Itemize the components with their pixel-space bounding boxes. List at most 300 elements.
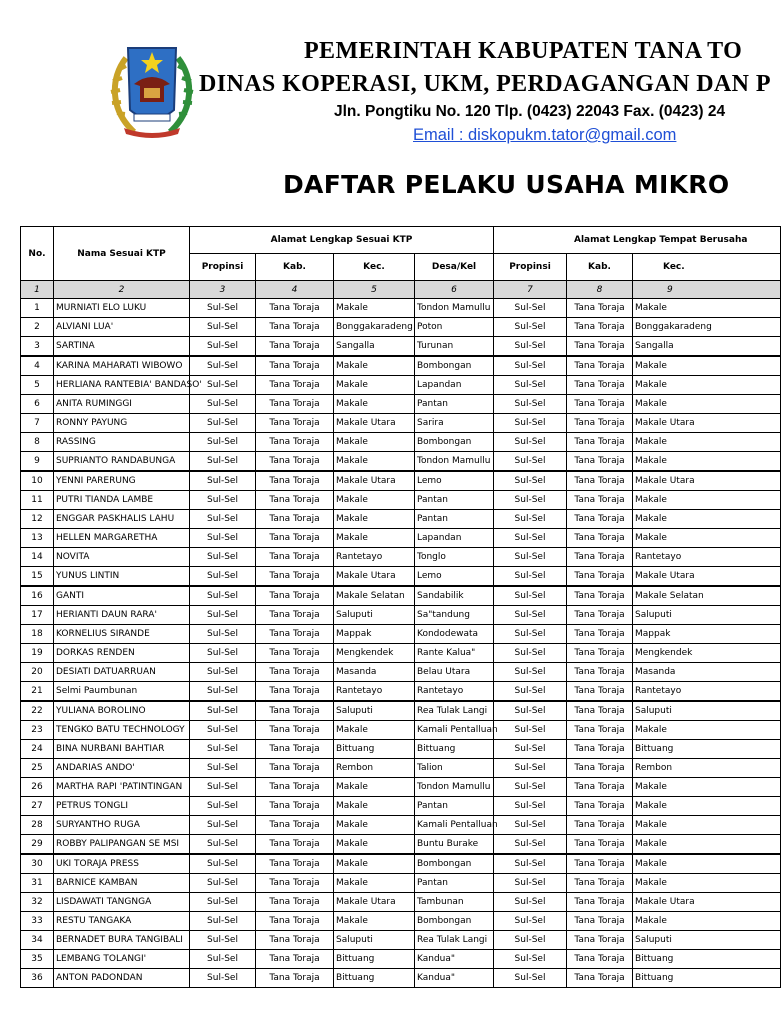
- table-row: [21, 452, 781, 472]
- cell-name: BINA NURBANI BAHTIAR: [54, 740, 190, 759]
- cell-ktp-village: Rea Tulak Langi: [415, 931, 494, 950]
- cell-name: PETRUS TONGLI: [54, 797, 190, 816]
- cell-ktp-village: Kandua": [415, 969, 494, 988]
- cell-business-district: Makale: [633, 510, 781, 529]
- cell-business-regency: Tana Toraja: [567, 337, 633, 357]
- cell-business-province: Sul-Sel: [494, 318, 567, 337]
- cell-ktp-regency: Tana Toraja: [256, 548, 334, 567]
- regency-emblem-icon: [104, 40, 200, 140]
- cell-ktp-village: Lapandan: [415, 529, 494, 548]
- table-row: [21, 586, 781, 606]
- cell-business-district: Makale Utara: [633, 567, 781, 587]
- cell-row-number: 25: [21, 759, 54, 778]
- cell-business-regency: Tana Toraja: [567, 854, 633, 874]
- cell-ktp-district: Masanda: [334, 663, 415, 682]
- col-header-village: Desa/Kel: [415, 254, 494, 281]
- cell-business-province: Sul-Sel: [494, 950, 567, 969]
- cell-business-province: Sul-Sel: [494, 912, 567, 931]
- cell-ktp-village: Pantan: [415, 491, 494, 510]
- col-header-business-regency: Kab.: [567, 254, 633, 281]
- cell-ktp-district: Makale: [334, 491, 415, 510]
- cell-business-province: Sul-Sel: [494, 663, 567, 682]
- col-header-regency: Kab.: [256, 254, 334, 281]
- cell-business-regency: Tana Toraja: [567, 548, 633, 567]
- column-number-cell: 2: [54, 281, 190, 299]
- cell-business-province: Sul-Sel: [494, 874, 567, 893]
- letterhead: [0, 0, 771, 225]
- cell-row-number: 30: [21, 854, 54, 874]
- cell-ktp-district: Mappak: [334, 625, 415, 644]
- group-header-business-address: Alamat Lengkap Tempat Berusaha: [494, 227, 781, 254]
- cell-ktp-village: Kamali Pentalluan: [415, 721, 494, 740]
- cell-ktp-province: Sul-Sel: [190, 740, 256, 759]
- cell-ktp-regency: Tana Toraja: [256, 529, 334, 548]
- column-number-cell: 6: [415, 281, 494, 299]
- cell-ktp-province: Sul-Sel: [190, 471, 256, 491]
- agency-title: DINAS KOPERASI, UKM, PERDAGANGAN DAN P: [199, 71, 771, 97]
- table-row: [21, 606, 781, 625]
- cell-ktp-regency: Tana Toraja: [256, 778, 334, 797]
- cell-ktp-district: Makale: [334, 395, 415, 414]
- cell-business-province: Sul-Sel: [494, 548, 567, 567]
- cell-business-province: Sul-Sel: [494, 759, 567, 778]
- cell-name: YENNI PARERUNG: [54, 471, 190, 491]
- cell-row-number: 24: [21, 740, 54, 759]
- cell-ktp-province: Sul-Sel: [190, 912, 256, 931]
- cell-ktp-district: Makale: [334, 433, 415, 452]
- cell-ktp-village: Bombongan: [415, 356, 494, 376]
- cell-ktp-regency: Tana Toraja: [256, 510, 334, 529]
- cell-ktp-regency: Tana Toraja: [256, 740, 334, 759]
- column-number-cell: 3: [190, 281, 256, 299]
- cell-row-number: 11: [21, 491, 54, 510]
- cell-ktp-regency: Tana Toraja: [256, 625, 334, 644]
- cell-business-province: Sul-Sel: [494, 682, 567, 702]
- table-row: [21, 835, 781, 855]
- table-row: [21, 931, 781, 950]
- cell-name: TENGKO BATU TECHNOLOGY: [54, 721, 190, 740]
- table-row: [21, 854, 781, 874]
- table-row: [21, 471, 781, 491]
- cell-ktp-village: Lapandan: [415, 376, 494, 395]
- cell-ktp-province: Sul-Sel: [190, 893, 256, 912]
- cell-name: SURYANTHO RUGA: [54, 816, 190, 835]
- cell-row-number: 5: [21, 376, 54, 395]
- cell-ktp-regency: Tana Toraja: [256, 567, 334, 587]
- cell-business-province: Sul-Sel: [494, 797, 567, 816]
- cell-business-district: Makale: [633, 721, 781, 740]
- cell-ktp-district: Makale Utara: [334, 567, 415, 587]
- cell-row-number: 12: [21, 510, 54, 529]
- table-row: [21, 356, 781, 376]
- cell-ktp-regency: Tana Toraja: [256, 931, 334, 950]
- cell-business-district: Makale: [633, 912, 781, 931]
- cell-ktp-province: Sul-Sel: [190, 950, 256, 969]
- cell-name: YUNUS LINTIN: [54, 567, 190, 587]
- cell-ktp-village: Pantan: [415, 874, 494, 893]
- table-row: [21, 548, 781, 567]
- cell-ktp-district: Rembon: [334, 759, 415, 778]
- cell-ktp-regency: Tana Toraja: [256, 969, 334, 988]
- cell-ktp-province: Sul-Sel: [190, 376, 256, 395]
- cell-name: HERIANTI DAUN RARA': [54, 606, 190, 625]
- cell-business-regency: Tana Toraja: [567, 567, 633, 587]
- cell-row-number: 23: [21, 721, 54, 740]
- cell-row-number: 29: [21, 835, 54, 855]
- cell-row-number: 1: [21, 299, 54, 318]
- cell-ktp-regency: Tana Toraja: [256, 606, 334, 625]
- cell-ktp-village: Belau Utara: [415, 663, 494, 682]
- cell-ktp-regency: Tana Toraja: [256, 721, 334, 740]
- cell-name: RONNY PAYUNG: [54, 414, 190, 433]
- column-number-cell: 4: [256, 281, 334, 299]
- cell-business-regency: Tana Toraja: [567, 625, 633, 644]
- cell-business-district: Makale: [633, 874, 781, 893]
- cell-business-district: Bittuang: [633, 950, 781, 969]
- cell-ktp-regency: Tana Toraja: [256, 797, 334, 816]
- cell-business-regency: Tana Toraja: [567, 816, 633, 835]
- cell-ktp-village: Rea Tulak Langi: [415, 701, 494, 721]
- cell-ktp-province: Sul-Sel: [190, 414, 256, 433]
- cell-business-district: Saluputi: [633, 931, 781, 950]
- cell-ktp-district: Makale: [334, 376, 415, 395]
- cell-business-district: Makale: [633, 835, 781, 855]
- cell-ktp-district: Makale Utara: [334, 471, 415, 491]
- cell-ktp-village: Poton: [415, 318, 494, 337]
- cell-business-district: Saluputi: [633, 701, 781, 721]
- office-address: Jln. Pongtiku No. 120 Tlp. (0423) 22043 Fax. (0423) 24: [334, 103, 726, 120]
- cell-business-regency: Tana Toraja: [567, 318, 633, 337]
- cell-ktp-regency: Tana Toraja: [256, 471, 334, 491]
- cell-ktp-regency: Tana Toraja: [256, 854, 334, 874]
- col-header-no: No.: [21, 227, 54, 281]
- cell-business-district: Makale Utara: [633, 414, 781, 433]
- cell-ktp-province: Sul-Sel: [190, 356, 256, 376]
- cell-ktp-village: Pantan: [415, 395, 494, 414]
- cell-business-district: Makale: [633, 356, 781, 376]
- cell-business-regency: Tana Toraja: [567, 356, 633, 376]
- cell-business-regency: Tana Toraja: [567, 376, 633, 395]
- table-row: [21, 625, 781, 644]
- cell-business-regency: Tana Toraja: [567, 931, 633, 950]
- cell-name: RASSING: [54, 433, 190, 452]
- registry-table-container: [20, 226, 768, 983]
- cell-business-district: Makale: [633, 816, 781, 835]
- col-header-district: Kec.: [334, 254, 415, 281]
- table-row: [21, 874, 781, 893]
- table-row: [21, 701, 781, 721]
- cell-business-district: Makale: [633, 433, 781, 452]
- cell-name: ANTON PADONDAN: [54, 969, 190, 988]
- cell-name: HERLIANA RANTEBIA' BANDASO': [54, 376, 190, 395]
- email-link[interactable]: Email : diskopukm.tator@gmail.com: [413, 126, 677, 144]
- cell-ktp-regency: Tana Toraja: [256, 893, 334, 912]
- cell-ktp-province: Sul-Sel: [190, 701, 256, 721]
- cell-business-regency: Tana Toraja: [567, 874, 633, 893]
- cell-business-district: Rembon: [633, 759, 781, 778]
- cell-row-number: 22: [21, 701, 54, 721]
- table-row: [21, 337, 781, 357]
- cell-ktp-province: Sul-Sel: [190, 433, 256, 452]
- cell-business-regency: Tana Toraja: [567, 586, 633, 606]
- cell-business-district: Makale: [633, 529, 781, 548]
- cell-ktp-district: Mengkendek: [334, 644, 415, 663]
- cell-ktp-village: Sandabilik: [415, 586, 494, 606]
- cell-business-province: Sul-Sel: [494, 586, 567, 606]
- cell-name: MURNIATI ELO LUKU: [54, 299, 190, 318]
- cell-ktp-regency: Tana Toraja: [256, 644, 334, 663]
- cell-name: BERNADET BURA TANGIBALI: [54, 931, 190, 950]
- cell-ktp-village: Bombongan: [415, 912, 494, 931]
- cell-ktp-village: Tondon Mamullu: [415, 778, 494, 797]
- cell-business-regency: Tana Toraja: [567, 969, 633, 988]
- table-row: [21, 950, 781, 969]
- cell-ktp-village: Buntu Burake: [415, 835, 494, 855]
- cell-ktp-district: Makale: [334, 452, 415, 472]
- cell-name: ALVIANI LUA': [54, 318, 190, 337]
- cell-business-province: Sul-Sel: [494, 433, 567, 452]
- cell-business-district: Makale: [633, 778, 781, 797]
- cell-ktp-district: Makale: [334, 854, 415, 874]
- cell-business-regency: Tana Toraja: [567, 433, 633, 452]
- cell-ktp-province: Sul-Sel: [190, 682, 256, 702]
- cell-business-district: Makale: [633, 452, 781, 472]
- cell-business-province: Sul-Sel: [494, 395, 567, 414]
- cell-business-district: Makale: [633, 491, 781, 510]
- cell-ktp-regency: Tana Toraja: [256, 950, 334, 969]
- cell-business-province: Sul-Sel: [494, 931, 567, 950]
- cell-row-number: 31: [21, 874, 54, 893]
- group-header-ktp-address: Alamat Lengkap Sesuai KTP: [190, 227, 494, 254]
- cell-business-district: Makale: [633, 376, 781, 395]
- cell-ktp-regency: Tana Toraja: [256, 452, 334, 472]
- cell-business-regency: Tana Toraja: [567, 912, 633, 931]
- col-header-province: Propinsi: [190, 254, 256, 281]
- cell-row-number: 18: [21, 625, 54, 644]
- table-row: [21, 721, 781, 740]
- cell-row-number: 14: [21, 548, 54, 567]
- cell-row-number: 7: [21, 414, 54, 433]
- cell-business-province: Sul-Sel: [494, 567, 567, 587]
- cell-ktp-province: Sul-Sel: [190, 299, 256, 318]
- cell-business-province: Sul-Sel: [494, 452, 567, 472]
- cell-row-number: 9: [21, 452, 54, 472]
- cell-row-number: 2: [21, 318, 54, 337]
- cell-ktp-village: Tondon Mamullu: [415, 299, 494, 318]
- cell-business-regency: Tana Toraja: [567, 682, 633, 702]
- cell-ktp-district: Makale: [334, 778, 415, 797]
- cell-ktp-district: Saluputi: [334, 931, 415, 950]
- table-row: [21, 529, 781, 548]
- cell-ktp-regency: Tana Toraja: [256, 299, 334, 318]
- cell-name: ROBBY PALIPANGAN SE MSI: [54, 835, 190, 855]
- cell-ktp-village: Lemo: [415, 471, 494, 491]
- cell-row-number: 15: [21, 567, 54, 587]
- cell-ktp-province: Sul-Sel: [190, 778, 256, 797]
- cell-business-regency: Tana Toraja: [567, 950, 633, 969]
- cell-ktp-regency: Tana Toraja: [256, 376, 334, 395]
- cell-business-regency: Tana Toraja: [567, 721, 633, 740]
- cell-business-province: Sul-Sel: [494, 356, 567, 376]
- cell-business-district: Mengkendek: [633, 644, 781, 663]
- cell-ktp-district: Makale: [334, 816, 415, 835]
- cell-row-number: 8: [21, 433, 54, 452]
- table-row: [21, 893, 781, 912]
- cell-name: NOVITA: [54, 548, 190, 567]
- cell-row-number: 19: [21, 644, 54, 663]
- cell-name: KORNELIUS SIRANDE: [54, 625, 190, 644]
- cell-ktp-village: Kamali Pentalluan: [415, 816, 494, 835]
- column-number-cell: 7: [494, 281, 567, 299]
- cell-business-regency: Tana Toraja: [567, 471, 633, 491]
- table-row: [21, 816, 781, 835]
- cell-ktp-district: Saluputi: [334, 606, 415, 625]
- cell-ktp-province: Sul-Sel: [190, 663, 256, 682]
- cell-ktp-province: Sul-Sel: [190, 395, 256, 414]
- cell-business-regency: Tana Toraja: [567, 395, 633, 414]
- cell-business-regency: Tana Toraja: [567, 491, 633, 510]
- cell-ktp-district: Makale: [334, 356, 415, 376]
- cell-name: UKI TORAJA PRESS: [54, 854, 190, 874]
- table-row: [21, 740, 781, 759]
- cell-business-district: Makale Utara: [633, 893, 781, 912]
- cell-ktp-regency: Tana Toraja: [256, 491, 334, 510]
- cell-name: HELLEN MARGARETHA: [54, 529, 190, 548]
- table-row: [21, 376, 781, 395]
- cell-ktp-regency: Tana Toraja: [256, 433, 334, 452]
- cell-business-regency: Tana Toraja: [567, 740, 633, 759]
- cell-business-district: Makale: [633, 299, 781, 318]
- cell-business-district: Makale Utara: [633, 471, 781, 491]
- table-row: [21, 510, 781, 529]
- cell-business-province: Sul-Sel: [494, 299, 567, 318]
- cell-ktp-district: Makale: [334, 299, 415, 318]
- cell-business-district: Mappak: [633, 625, 781, 644]
- cell-ktp-district: Makale: [334, 797, 415, 816]
- cell-row-number: 16: [21, 586, 54, 606]
- cell-business-province: Sul-Sel: [494, 778, 567, 797]
- cell-ktp-regency: Tana Toraja: [256, 395, 334, 414]
- table-row: [21, 682, 781, 702]
- cell-row-number: 20: [21, 663, 54, 682]
- col-header-business-district: Kec.: [633, 254, 781, 281]
- cell-ktp-province: Sul-Sel: [190, 721, 256, 740]
- table-row: [21, 759, 781, 778]
- cell-ktp-district: Makale Utara: [334, 893, 415, 912]
- cell-row-number: 13: [21, 529, 54, 548]
- cell-row-number: 4: [21, 356, 54, 376]
- cell-business-district: Makale Selatan: [633, 586, 781, 606]
- cell-ktp-province: Sul-Sel: [190, 491, 256, 510]
- cell-ktp-province: Sul-Sel: [190, 931, 256, 950]
- cell-business-regency: Tana Toraja: [567, 835, 633, 855]
- cell-ktp-regency: Tana Toraja: [256, 682, 334, 702]
- cell-business-district: Bittuang: [633, 969, 781, 988]
- cell-ktp-village: Sa"tandung: [415, 606, 494, 625]
- column-number-cell: 8: [567, 281, 633, 299]
- cell-ktp-village: Lemo: [415, 567, 494, 587]
- cell-ktp-province: Sul-Sel: [190, 337, 256, 357]
- cell-ktp-district: Bonggakaradeng: [334, 318, 415, 337]
- cell-ktp-regency: Tana Toraja: [256, 337, 334, 357]
- cell-ktp-district: Makale: [334, 874, 415, 893]
- table-row: [21, 395, 781, 414]
- cell-business-province: Sul-Sel: [494, 376, 567, 395]
- cell-business-province: Sul-Sel: [494, 491, 567, 510]
- table-row: [21, 491, 781, 510]
- table-row: [21, 318, 781, 337]
- cell-ktp-village: Bombongan: [415, 433, 494, 452]
- cell-ktp-district: Makale: [334, 529, 415, 548]
- cell-ktp-province: Sul-Sel: [190, 854, 256, 874]
- cell-name: YULIANA BOROLINO: [54, 701, 190, 721]
- cell-business-regency: Tana Toraja: [567, 797, 633, 816]
- cell-ktp-province: Sul-Sel: [190, 529, 256, 548]
- cell-name: DORKAS RENDEN: [54, 644, 190, 663]
- col-header-name: Nama Sesuai KTP: [54, 227, 190, 281]
- table-row: [21, 778, 781, 797]
- cell-name: LISDAWATI TANGNGA: [54, 893, 190, 912]
- cell-ktp-village: Talion: [415, 759, 494, 778]
- cell-ktp-province: Sul-Sel: [190, 874, 256, 893]
- cell-ktp-district: Bittuang: [334, 950, 415, 969]
- cell-ktp-village: Tambunan: [415, 893, 494, 912]
- cell-business-regency: Tana Toraja: [567, 510, 633, 529]
- cell-name: KARINA MAHARATI WIBOWO: [54, 356, 190, 376]
- cell-ktp-village: Kondodewata: [415, 625, 494, 644]
- registry-rows: [21, 299, 781, 988]
- cell-ktp-district: Makale: [334, 721, 415, 740]
- cell-row-number: 33: [21, 912, 54, 931]
- cell-name: PUTRI TIANDA LAMBE: [54, 491, 190, 510]
- cell-ktp-province: Sul-Sel: [190, 318, 256, 337]
- cell-ktp-village: Turunan: [415, 337, 494, 357]
- cell-ktp-village: Bombongan: [415, 854, 494, 874]
- cell-ktp-district: Rantetayo: [334, 682, 415, 702]
- cell-ktp-province: Sul-Sel: [190, 548, 256, 567]
- cell-business-province: Sul-Sel: [494, 969, 567, 988]
- column-number-cell: 9: [633, 281, 781, 299]
- cell-row-number: 10: [21, 471, 54, 491]
- cell-ktp-province: Sul-Sel: [190, 452, 256, 472]
- cell-business-regency: Tana Toraja: [567, 701, 633, 721]
- cell-business-district: Sangalla: [633, 337, 781, 357]
- cell-ktp-province: Sul-Sel: [190, 644, 256, 663]
- cell-business-regency: Tana Toraja: [567, 452, 633, 472]
- cell-ktp-village: Pantan: [415, 797, 494, 816]
- cell-name: DESIATI DATUARRUAN: [54, 663, 190, 682]
- cell-business-province: Sul-Sel: [494, 529, 567, 548]
- cell-business-province: Sul-Sel: [494, 337, 567, 357]
- cell-ktp-regency: Tana Toraja: [256, 912, 334, 931]
- table-row: [21, 644, 781, 663]
- table-row: [21, 414, 781, 433]
- registry-table: [20, 226, 781, 988]
- cell-row-number: 3: [21, 337, 54, 357]
- cell-ktp-village: Rante Kalua": [415, 644, 494, 663]
- cell-name: SUPRIANTO RANDABUNGA: [54, 452, 190, 472]
- cell-ktp-regency: Tana Toraja: [256, 663, 334, 682]
- cell-ktp-regency: Tana Toraja: [256, 414, 334, 433]
- cell-ktp-province: Sul-Sel: [190, 797, 256, 816]
- cell-ktp-village: Tondon Mamullu: [415, 452, 494, 472]
- table-row: [21, 969, 781, 988]
- cell-ktp-district: Rantetayo: [334, 548, 415, 567]
- cell-name: BARNICE KAMBAN: [54, 874, 190, 893]
- cell-business-province: Sul-Sel: [494, 740, 567, 759]
- cell-name: ANDARIAS ANDO': [54, 759, 190, 778]
- cell-name: LEMBANG TOLANGI': [54, 950, 190, 969]
